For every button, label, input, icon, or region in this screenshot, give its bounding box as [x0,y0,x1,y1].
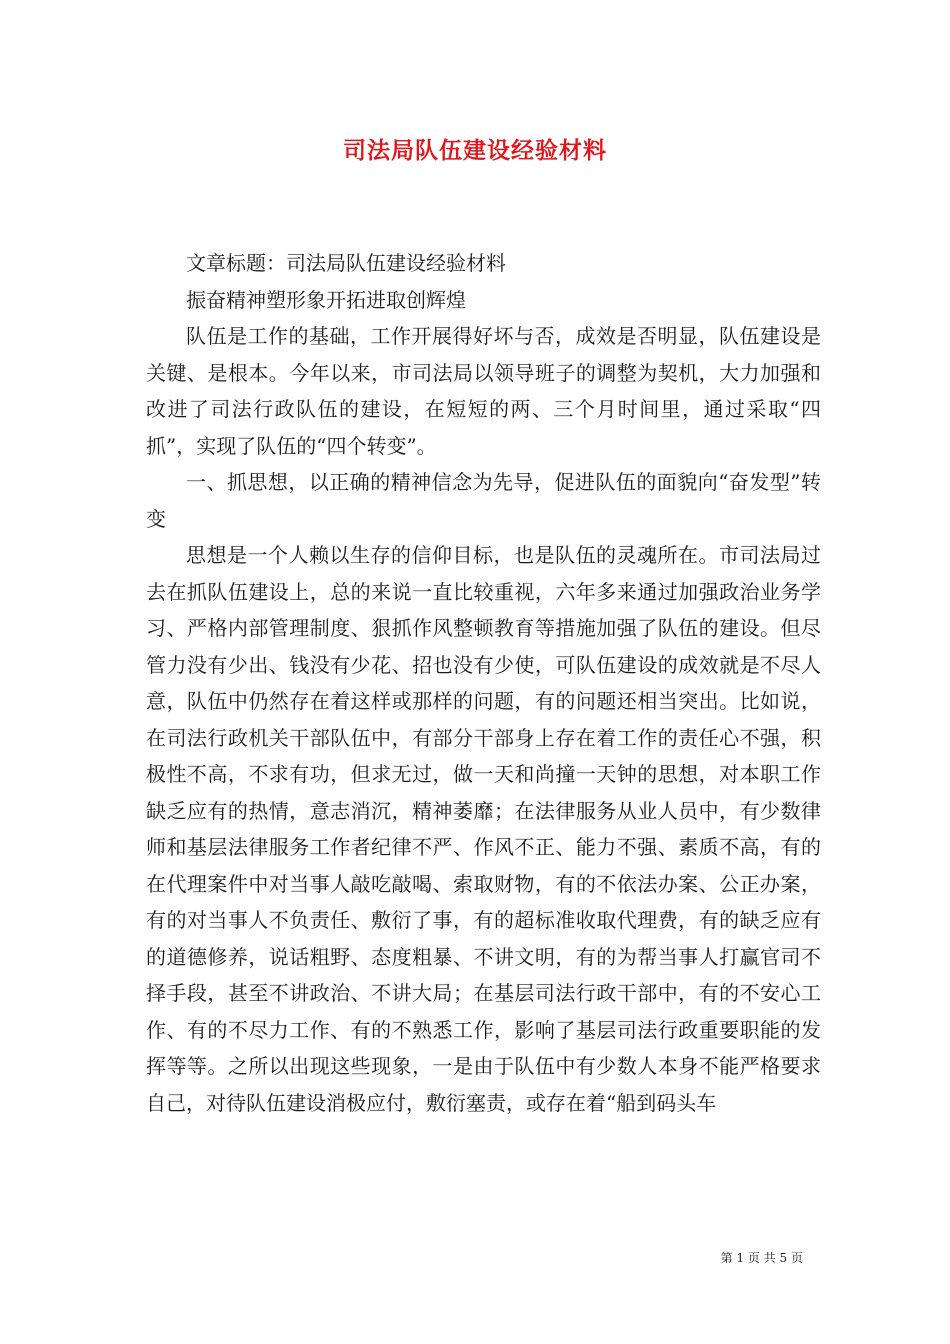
document-title: 司法局队伍建设经验材料 [343,137,607,164]
document-body [146,245,821,1121]
article-title-line: 文章标题：司法局队伍建设经验材料 [186,251,506,275]
section-heading-1: 一、抓思想，以正确的精神信念为先导，促进队伍的面貌向“奋发型”转变 [146,470,821,531]
page-number: 第 1 页 共 5 页 [720,1251,803,1265]
slogan-line: 振奋精神塑形象开拓进取创辉煌 [186,287,466,312]
intro-paragraph: 队伍是工作的基础，工作开展得好坏与否，成效是否明显，队伍建设是关键、是根本。今年以来，市司法局以领导班子的调整为契机，大力加强和改进了司法行政队伍的建设，在短短的两、三个月时间里，通过采取“四抓”，实现了队伍的“四个转变”。 [146,324,821,458]
body-paragraph: 思想是一个人赖以生存的信仰目标，也是队伍的灵魂所在。市司法局过去在抓队伍建设上，总的来说一直比较重视，六年多来通过加强政治业务学习、严格内部管理制度、狠抓作风整顿教育等措施加强了队伍的建设。但尽管力没有少出、钱没有少花、招也没有少使，可队伍建设的成效就是不尽人意，队伍中仍然存在着这样或那样的问题，有的问题还相当突出。比如说，在司法行政机关干部队伍中，有部分干部身上存在着工作的责任心不强，积极性不高，不求有功，但求无过，做一天和尚撞一天钟的思想，对本职工作缺乏应有的热情，意志消沉，精神萎靡；在法律服务从业人员中，有少数律师和基层法律服务工作者纪律不严、作风不正、能力不强、素质不高，有的在代理案件中对当事人敲吃敲喝、索取财物，有的不依法办案、公正办案，有的对当事人不负责任、敷衍了事，有的超标准收取代理费，有的缺乏应有的道德修养，说话粗野、态度粗暴、不讲文明，有的为帮当事人打赢官司不择手段，甚至不讲政治、不讲大局；在基层司法行政干部中，有的不安心工作、有的不尽力工作、有的不熟悉工作，影响了基层司法行政重要职能的发挥等等。之所以出现这些现象，一是由于队伍中有少数人本身不能严格要求自己，对待队伍建设消极应付，敷衍塞责，或存在着“船到码头车 [146,543,821,1115]
